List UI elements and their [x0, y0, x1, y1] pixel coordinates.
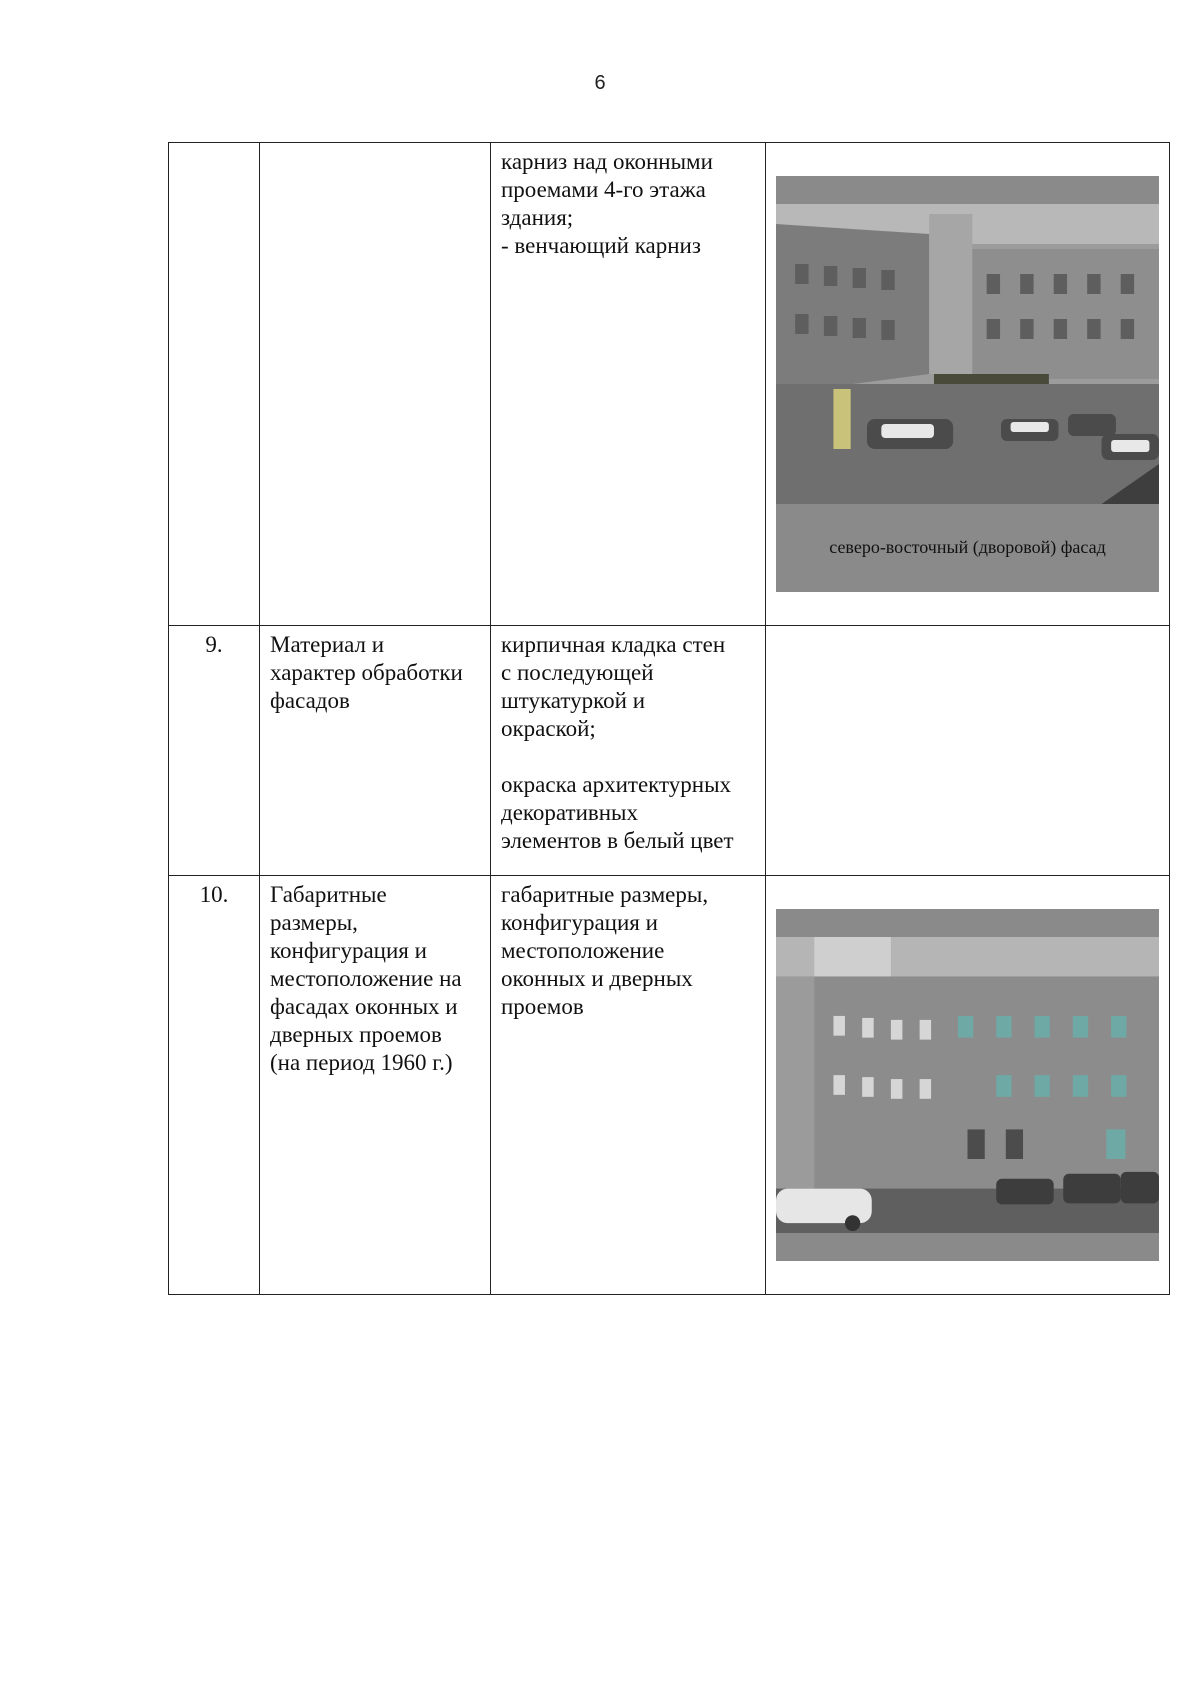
street-facade-photo	[776, 909, 1159, 1261]
table-row	[169, 626, 1170, 876]
table-row	[169, 143, 1170, 626]
row-number-cell	[169, 143, 260, 626]
element-name-cell: Материал и характер обработки фасадов	[260, 626, 491, 876]
photo-cell	[766, 876, 1170, 1295]
page-number: 6	[594, 72, 606, 94]
element-description-cell: габаритные размеры, конфигурация и местоположение оконных и дверных проемов	[491, 876, 766, 1295]
courtyard-facade-photo	[776, 176, 1159, 592]
element-description-cell: кирпичная кладка стен с последующей штукатуркой и окраской; окраска архитектурных декоративных элементов в белый цвет	[491, 626, 766, 876]
element-name-cell: Габаритные размеры, конфигурация и местоположение на фасадах оконных и дверных проемов (на период 1960 г.)	[260, 876, 491, 1295]
photo-cell	[766, 143, 1170, 626]
row-number-cell: 10.	[169, 876, 260, 1295]
photo-cell	[766, 626, 1170, 876]
table-row	[169, 876, 1170, 1295]
photo-caption: северо-восточный (дворовой) фасад	[829, 537, 1106, 557]
row-number-cell: 9.	[169, 626, 260, 876]
facade-elements-table	[168, 142, 1170, 1295]
element-description-cell: карниз над оконными проемами 4-го этажа здания; - венчающий карниз	[491, 143, 766, 626]
element-name-cell	[260, 143, 491, 626]
